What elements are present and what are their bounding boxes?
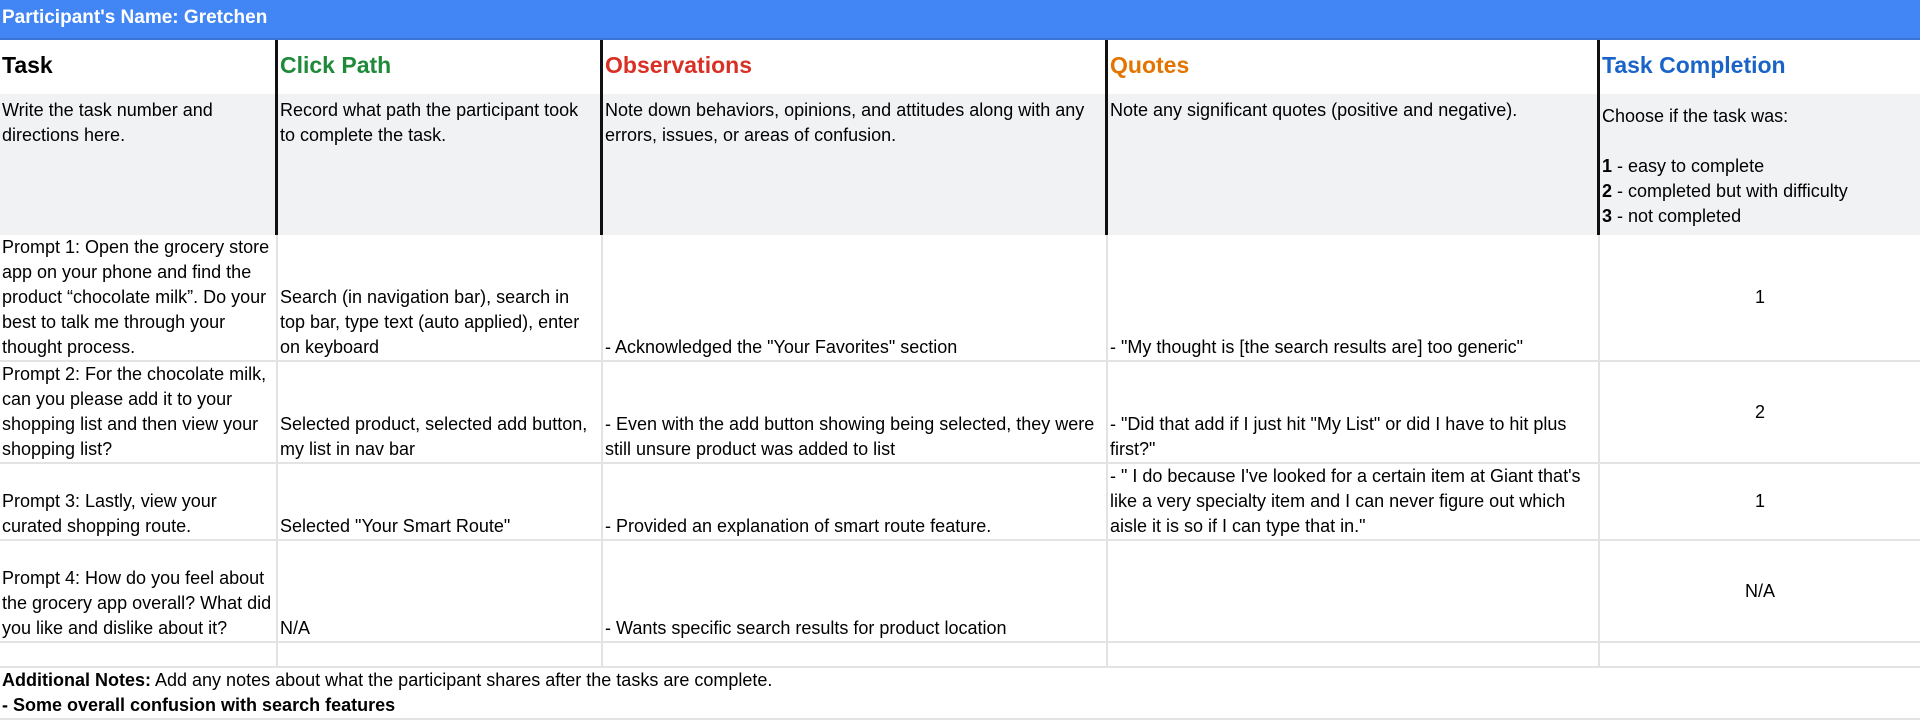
click-path-cell[interactable]: Selected product, selected add button, my list in nav bar xyxy=(278,362,603,464)
completion-cell[interactable]: 2 xyxy=(1600,362,1920,464)
table-row xyxy=(0,362,1920,464)
table-row xyxy=(0,235,1920,362)
header-task-completion[interactable]: Task Completion xyxy=(1602,52,1786,78)
header-click-path[interactable]: Click Path xyxy=(278,40,603,94)
instruction-observations[interactable]: Note down behaviors, opinions, and attitudes along with any errors, issues, or areas of confusion. xyxy=(603,94,1108,235)
observations-cell[interactable]: - Wants specific search results for product location xyxy=(603,541,1108,643)
instruction-quotes[interactable]: Note any significant quotes (positive and negative). xyxy=(1108,94,1600,235)
completion-cell[interactable]: N/A xyxy=(1600,541,1920,643)
quotes-cell[interactable] xyxy=(1108,541,1600,643)
instruction-task[interactable]: Write the task number and directions here. xyxy=(0,94,278,235)
observations-cell[interactable]: - Provided an explanation of smart route feature. xyxy=(603,464,1108,541)
header-quotes[interactable]: Quotes xyxy=(1108,40,1600,94)
empty-cell[interactable] xyxy=(278,643,603,668)
quotes-cell[interactable]: - "Did that add if I just hit "My List" or did I have to hit plus first?" xyxy=(1108,362,1600,464)
quotes-cell[interactable]: - " I do because I've looked for a certain item at Giant that's like a very specialty item and I can never figure out which aisle it is so if I can type that in." xyxy=(1108,464,1600,541)
additional-notes-row xyxy=(0,668,1920,720)
table-row xyxy=(0,541,1920,643)
empty-cell[interactable] xyxy=(1108,643,1600,668)
empty-cell[interactable] xyxy=(1600,643,1920,668)
task-cell[interactable]: Prompt 4: How do you feel about the grocery app overall? What did you like and dislike about it? xyxy=(0,541,278,643)
table-row xyxy=(0,464,1920,541)
observations-cell[interactable]: - Acknowledged the "Your Favorites" section xyxy=(603,235,1108,362)
completion-intro: Choose if the task was: xyxy=(1602,106,1789,126)
completion-spacer xyxy=(1602,129,1918,154)
participant-name-banner[interactable]: Participant's Name: Gretchen xyxy=(0,0,1920,40)
quotes-cell[interactable]: - "My thought is [the search results are] too generic" xyxy=(1108,235,1600,362)
completion-cell[interactable]: 1 xyxy=(1600,464,1920,541)
task-cell[interactable]: Prompt 2: For the chocolate milk, can you please add it to your shopping list and then view your shopping list? xyxy=(0,362,278,464)
empty-cell[interactable] xyxy=(0,643,278,668)
observations-cell[interactable]: - Even with the add button showing being selected, they were still unsure product was added to list xyxy=(603,362,1108,464)
empty-row xyxy=(0,643,1920,668)
header-task[interactable]: Task xyxy=(0,40,278,94)
additional-notes-cell[interactable] xyxy=(0,668,1920,720)
instruction-click-path[interactable]: Record what path the participant took to complete the task. xyxy=(278,94,603,235)
additional-notes-header: Additional Notes: Add any notes about what the participant shares after the tasks are complete. xyxy=(2,670,773,690)
task-cell[interactable]: Prompt 1: Open the grocery store app on your phone and find the product “chocolate milk”. Do your best to talk me through your thought process. xyxy=(0,235,278,362)
instruction-completion[interactable] xyxy=(1600,94,1920,235)
header-row xyxy=(0,40,1920,94)
click-path-cell[interactable]: Selected "Your Smart Route" xyxy=(278,464,603,541)
additional-notes-body: - Some overall confusion with search features xyxy=(2,695,396,715)
instructions-row xyxy=(0,94,1920,235)
completion-scale-1: 1 - easy to complete xyxy=(1602,156,1765,176)
task-cell[interactable]: Prompt 3: Lastly, view your curated shopping route. xyxy=(0,464,278,541)
click-path-cell[interactable]: N/A xyxy=(278,541,603,643)
completion-cell[interactable]: 1 xyxy=(1600,235,1920,362)
completion-scale-3: 3 - not completed xyxy=(1602,206,1742,226)
completion-scale-2: 2 - completed but with difficulty xyxy=(1602,181,1848,201)
header-observations[interactable]: Observations xyxy=(603,40,1108,94)
click-path-cell[interactable]: Search (in navigation bar), search in top bar, type text (auto applied), enter on keyboard xyxy=(278,235,603,362)
empty-cell[interactable] xyxy=(603,643,1108,668)
